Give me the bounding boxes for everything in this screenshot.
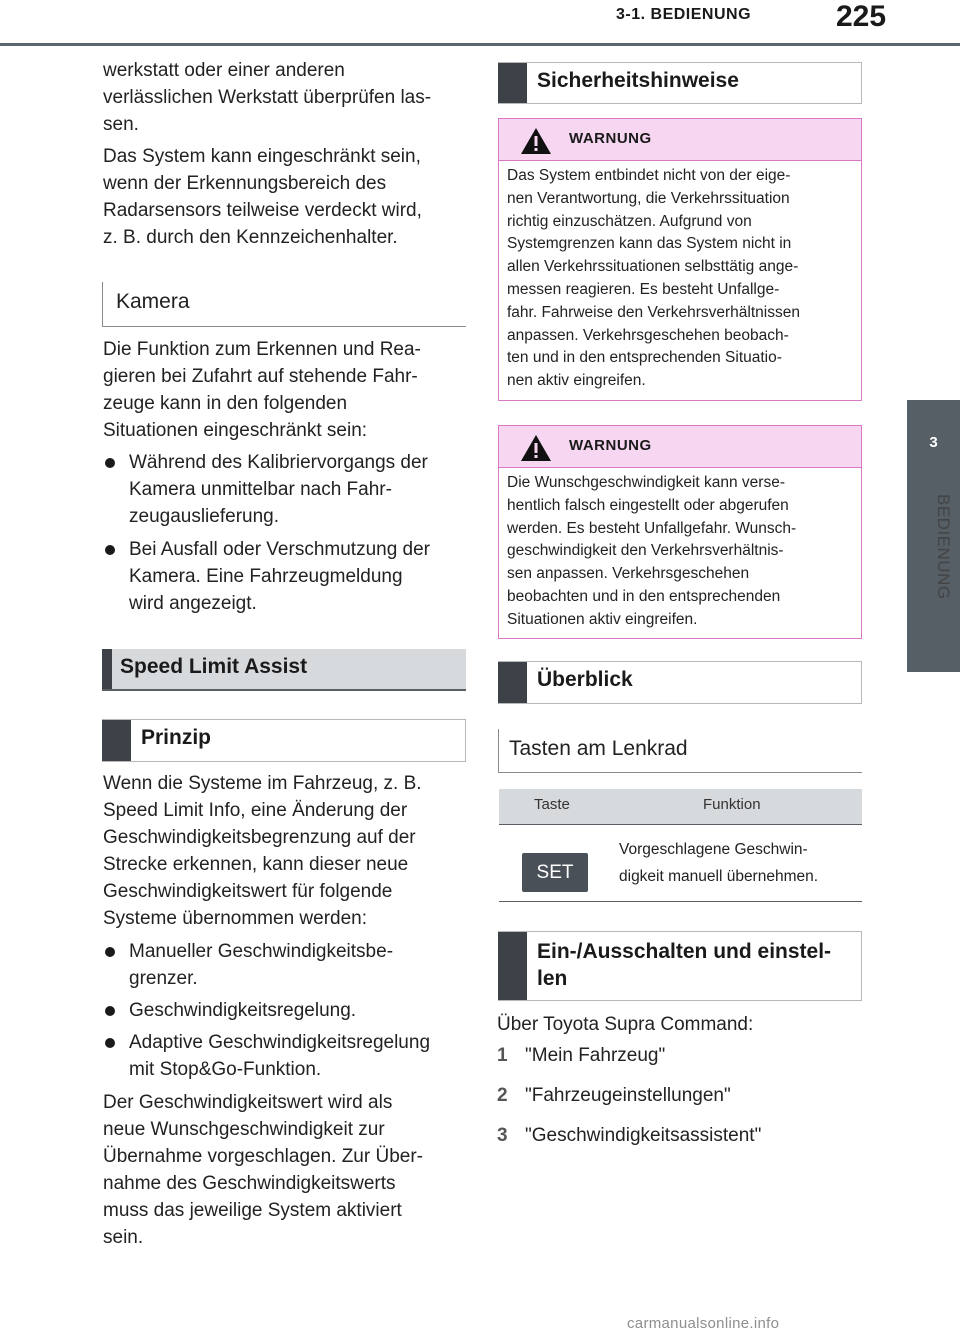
heading-bar — [102, 649, 112, 689]
prinzip-bullet-3: Adaptive Geschwindigkeitsregelung mit Stop&Go-Funktion. — [103, 1029, 468, 1083]
prinzip-heading: Prinzip — [102, 719, 466, 762]
intro-paragraph: werkstatt oder einer anderen verlässlichen Werkstatt überprüfen las- sen. — [103, 60, 432, 135]
on-off-heading: Ein-/Ausschalten und einstel- len — [498, 931, 862, 1001]
prinzip-paragraph: Wenn die Systeme im Fahrzeug, z. B. Speed Limit Info, eine Änderung der Geschwindigkeitsbegrenzung auf der Strecke erkennen, kann dieser neue Geschwindigkeitswert für folgende Systeme übernommen werden: — [103, 773, 422, 929]
heading-bar — [102, 720, 131, 761]
closing-paragraph: Der Geschwindigkeitswert wird als neue Wunschgeschwindigkeit zur Übernahme vorgeschlagen. Zur Über- nahme des Geschwindigkeitswerts muss das jeweilige System aktiviert sein. — [103, 1092, 423, 1248]
overview-heading: Überblick — [498, 661, 862, 704]
header-rule — [0, 43, 960, 46]
warning-triangle-icon — [519, 433, 553, 463]
step-text: "Mein Fahrzeug" — [525, 1045, 666, 1066]
warning-header — [499, 119, 861, 161]
steering-buttons-heading: Tasten am Lenkrad — [498, 729, 862, 773]
warning-box-1 — [498, 118, 862, 401]
step-number: 1 — [497, 1045, 508, 1066]
heading-bar — [498, 63, 527, 103]
column-header-key: Taste — [534, 796, 570, 813]
kamera-bullet-2: Bei Ausfall oder Verschmutzung der Kamera. Eine Fahrzeugmeldung wird angezeigt. — [103, 536, 468, 617]
kamera-heading: Kamera — [102, 282, 466, 327]
kamera-paragraph: Die Funktion zum Erkennen und Rea- gieren bei Zufahrt auf stehende Fahr- zeuge kann in den folgenden Situationen eingeschränkt sein: — [103, 339, 421, 441]
step-2 — [497, 1082, 862, 1109]
step-number: 2 — [497, 1085, 508, 1106]
page-number: 225 — [836, 0, 887, 33]
step-text: "Geschwindigkeitsassistent" — [525, 1125, 762, 1146]
chapter-label: BEDIENUNG — [934, 494, 953, 600]
warning-triangle-icon — [519, 126, 553, 156]
table-header — [499, 789, 862, 825]
step-number: 3 — [497, 1125, 508, 1146]
set-button-icon: SET — [522, 853, 588, 892]
table-bottom-rule — [499, 901, 862, 902]
prinzip-bullet-2: Geschwindigkeitsregelung. — [103, 997, 468, 1024]
step-text: "Fahrzeugeinstellungen" — [525, 1085, 731, 1106]
watermark: carmanualsonline.info — [627, 1315, 780, 1332]
warning-title: WARNUNG — [569, 130, 652, 147]
heading-bar — [498, 932, 527, 1000]
section-title: 3-1. BEDIENUNG — [616, 6, 752, 23]
step-1 — [497, 1042, 862, 1069]
warning-text: Die Wunschgeschwindigkeit kann verse- hentlich falsch eingestellt oder abgerufen werden. Es besteht Unfallgefahr. Wunsch- geschwindigkeit den Verkehrsverhältnis- sen anpassen. Verkehrsgeschehen beobachten und in den entsprechenden Situationen aktiv eingreifen. — [507, 474, 797, 628]
warning-title: WARNUNG — [569, 437, 652, 454]
warning-text: Das System entbindet nicht von der eige- nen Verantwortung, die Verkehrssituation richtig einzuschätzen. Aufgrund von Systemgrenzen kann das System nicht in allen Verkehrssituationen selbsttätig ange- messen reagieren. Es besteht Unfallge- fahr. Fahrweise den Verkehrsverhältnissen anpassen. Verkehrsgeschehen beobach- ten und in den entsprechenden Situatio- nen aktiv eingreifen. — [507, 167, 800, 390]
radar-paragraph: Das System kann eingeschränkt sein, wenn der Erkennungsbereich des Radarsensors teilweise verdeckt wird, z. B. durch den Kennzeichenhalter. — [103, 146, 422, 248]
chapter-number: 3 — [929, 434, 938, 451]
command-intro: Über Toyota Supra Command: — [497, 1014, 754, 1035]
warning-header — [499, 426, 861, 468]
prinzip-bullet-1: Manueller Geschwindigkeitsbe- grenzer. — [103, 938, 468, 992]
warning-box-2 — [498, 425, 862, 639]
table-cell-function: Vorgeschlagene Geschwin- digkeit manuell übernehmen. — [619, 841, 819, 885]
speed-limit-assist-heading: Speed Limit Assist — [102, 649, 466, 691]
column-header-function: Funktion — [703, 796, 761, 813]
heading-bar — [498, 662, 527, 703]
step-3 — [497, 1122, 862, 1149]
kamera-bullet-1: Während des Kalibriervorgangs der Kamera unmittelbar nach Fahr- zeugauslieferung. — [103, 449, 468, 530]
safety-heading: Sicherheitshinweise — [498, 62, 862, 104]
